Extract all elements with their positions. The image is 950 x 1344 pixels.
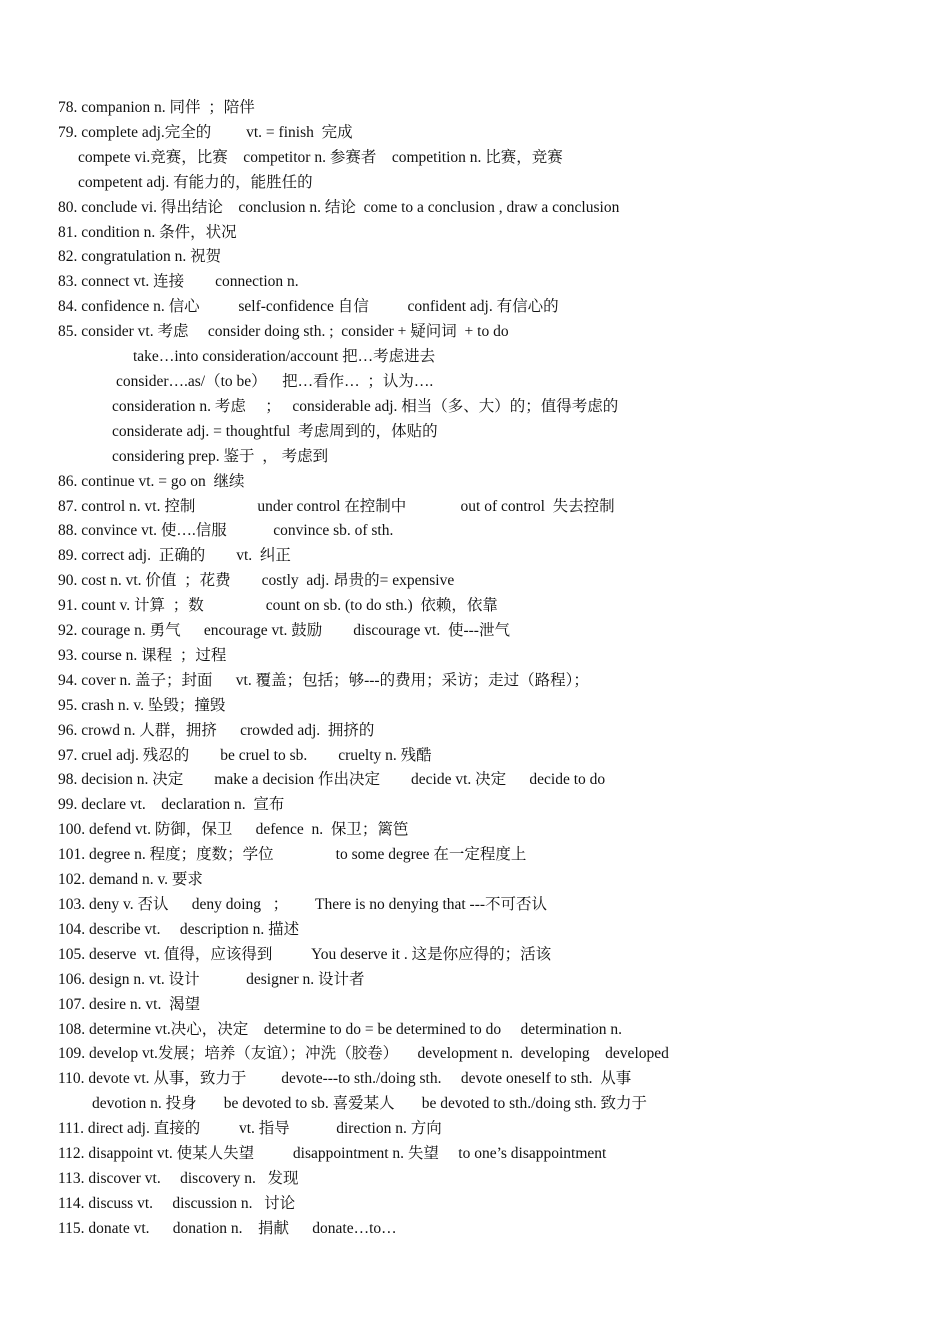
vocab-line: 78. companion n. 同伴 ；陪伴 bbox=[58, 99, 255, 116]
vocab-line: take…into consideration/account 把…考虑进去 bbox=[133, 348, 436, 366]
vocab-line: 96. crowd n. 人群，拥挤 crowded adj. 拥挤的 bbox=[58, 721, 375, 739]
vocab-line: 86. continue vt. = go on 继续 bbox=[58, 472, 245, 490]
vocab-line: 79. complete adj.完全的 vt. = finish 完成 bbox=[58, 123, 353, 141]
vocab-line: considerate adj. = thoughtful 考虑周到的，体贴的 bbox=[112, 422, 438, 440]
vocab-line: 108. determine vt.决心，决定 determine to do = be determined to do determination n. bbox=[58, 1020, 623, 1038]
vocab-line: 107. desire n. vt. 渴望 bbox=[58, 995, 201, 1013]
vocab-line: compete vi.竞赛，比赛 competitor n. 参赛者 competition n. 比赛，竞赛 bbox=[78, 148, 563, 166]
vocab-line: 95. crash n. v. 坠毁；撞毁 bbox=[58, 696, 226, 714]
vocab-line: 104. describe vt. description n. 描述 bbox=[58, 920, 300, 938]
vocab-line: 93. course n. 课程 ；过程 bbox=[58, 646, 227, 664]
vocab-line: consideration n. 考虑 ； considerable adj. 相当（多、大）的；值得考虑的 bbox=[112, 397, 619, 415]
vocab-line: 89. correct adj. 正确的 vt. 纠正 bbox=[58, 547, 291, 565]
vocab-line: 102. demand n. v. 要求 bbox=[58, 871, 203, 889]
vocab-line: 106. design n. vt. 设计 designer n. 设计者 bbox=[58, 970, 365, 988]
vocab-line: 115. donate vt. donation n. 捐献 donate…to… bbox=[58, 1219, 397, 1237]
vocab-line: 87. control n. vt. 控制 under control 在控制中 out of control 失去控制 bbox=[58, 497, 615, 515]
vocab-line: 105. deserve vt. 值得，应该得到 You deserve it . 这是你应得的；活该 bbox=[58, 945, 552, 963]
vocab-line: 111. direct adj. 直接的 vt. 指导 direction n. 方向 bbox=[58, 1120, 442, 1138]
vocab-line: 100. defend vt. 防御，保卫 defence n. 保卫；篱笆 bbox=[58, 821, 409, 839]
vocab-line: 109. develop vt.发展；培养（友谊）；冲洗（胶卷） development n. developing developed bbox=[58, 1045, 669, 1063]
vocab-line: 99. declare vt. declaration n. 宣布 bbox=[58, 796, 285, 814]
vocab-line: 85. consider vt. 考虑 consider doing sth. ; consider + 疑问词 + to do bbox=[58, 323, 509, 341]
vocab-line: 80. conclude vi. 得出结论 conclusion n. 结论 come to a conclusion , draw a conclusion bbox=[58, 198, 620, 216]
vocab-line: devotion n. 投身 be devoted to sb. 喜爱某人 be devoted to sth./doing sth. 致力于 bbox=[92, 1095, 647, 1113]
vocab-line: 103. deny v. 否认 deny doing ； There is no denying that ---不可否认 bbox=[58, 896, 548, 913]
vocab-line: 112. disappoint vt. 使某人失望 disappointment n. 失望 to one’s disappointment bbox=[58, 1145, 607, 1163]
vocab-line: 91. count v. 计算 ；数 count on sb. (to do sth.) 依赖，依靠 bbox=[58, 597, 498, 615]
vocab-line: consider….as/（to be） 把…看作… ；认为…. bbox=[116, 372, 434, 390]
vocab-line: competent adj. 有能力的，能胜任的 bbox=[78, 173, 313, 191]
vocab-line: 88. convince vt. 使….信服 convince sb. of sth. bbox=[58, 522, 394, 540]
vocab-line: 92. courage n. 勇气 encourage vt. 鼓励 discourage vt. 使---泄气 bbox=[58, 622, 510, 640]
vocab-line: 84. confidence n. 信心 self-confidence 自信 confident adj. 有信心的 bbox=[58, 298, 559, 316]
vocab-line: 97. cruel adj. 残忍的 be cruel to sb. cruelty n. 残酷 bbox=[58, 746, 432, 764]
vocab-line: 98. decision n. 决定 make a decision 作出决定 decide vt. 决定 decide to do bbox=[58, 771, 606, 789]
vocab-line: 83. connect vt. 连接 connection n. bbox=[58, 273, 299, 291]
vocab-line: 90. cost n. vt. 价值 ；花费 costly adj. 昂贵的= expensive bbox=[58, 572, 455, 590]
vocab-line: 110. devote vt. 从事，致力于 devote---to sth./doing sth. devote oneself to sth. 从事 bbox=[58, 1070, 632, 1088]
vocab-line: 113. discover vt. discovery n. 发现 bbox=[58, 1169, 299, 1187]
vocab-line: 81. condition n. 条件，状况 bbox=[58, 223, 237, 241]
vocab-line: 114. discuss vt. discussion n. 讨论 bbox=[58, 1194, 296, 1212]
vocab-line: 94. cover n. 盖子；封面 vt. 覆盖；包括；够---的费用；采访；走过（路程）； bbox=[58, 671, 589, 689]
vocab-line: 101. degree n. 程度；度数；学位 to some degree 在一定程度上 bbox=[58, 846, 527, 864]
vocabulary-list bbox=[0, 96, 950, 1242]
vocab-line: 82. congratulation n. 祝贺 bbox=[58, 248, 222, 266]
vocab-line: considering prep. 鉴于 ， 考虑到 bbox=[112, 447, 329, 465]
